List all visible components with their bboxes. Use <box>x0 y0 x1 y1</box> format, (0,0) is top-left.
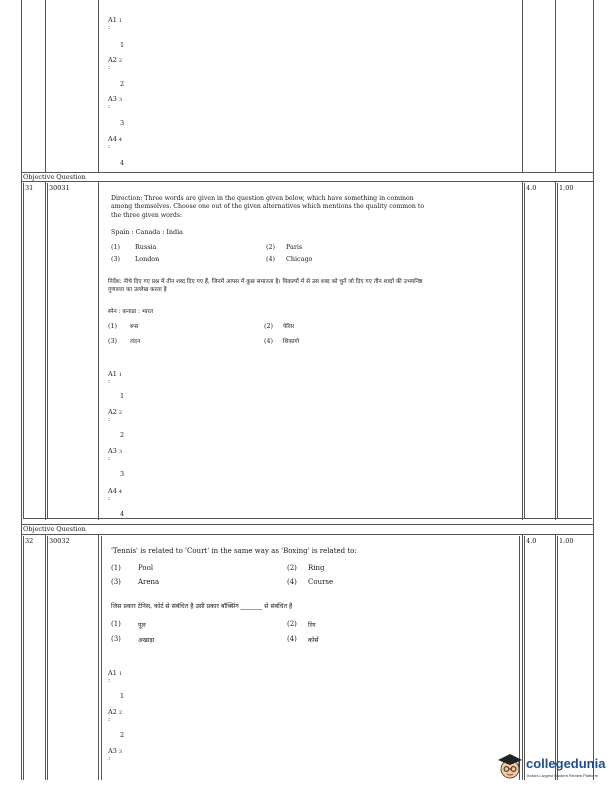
option-text: लंदन <box>130 339 141 345</box>
answer-text: 1 <box>120 41 125 49</box>
answer-text: 2 <box>120 731 125 739</box>
option-text: London <box>135 255 160 263</box>
question-id: 30032 <box>49 537 70 545</box>
option-text: रूस <box>130 324 139 330</box>
answer-option: A3 3 : <box>108 747 123 762</box>
option-text: अखाड़ा <box>138 637 155 644</box>
question-number: 32 <box>25 537 34 545</box>
answer-text: 3 <box>120 119 125 127</box>
option-text: पूल <box>138 622 146 629</box>
answer-option: A1 1 : <box>108 669 123 684</box>
section-label: Objective Question <box>23 525 86 533</box>
option-text: Pool <box>138 564 154 572</box>
answer-text: 2 <box>120 80 125 88</box>
answer-option: A3 3 : <box>108 95 123 110</box>
answer-option: A2 2 : <box>108 56 123 71</box>
section-label: Objective Question <box>23 173 86 181</box>
answer-option: A2 2 : <box>108 408 123 423</box>
question-words-hi: स्पेन : कनाडा : भारत <box>108 309 154 315</box>
marks: 4.0 <box>526 537 537 545</box>
answer-text: 4 <box>120 159 125 167</box>
question-number: 31 <box>25 184 34 192</box>
answer-text: 3 <box>120 470 125 478</box>
option-text: Course <box>308 578 334 586</box>
option-text: कोर्स <box>308 637 319 644</box>
graduate-mascot-icon <box>495 752 525 782</box>
answer-option: A4 4 : <box>108 487 123 502</box>
question-text-en: 'Tennis' is related to 'Court' in the same way as 'Boxing' is related to: <box>111 547 357 555</box>
question-id: 30031 <box>49 184 70 192</box>
question-text-hi: जिस प्रकार टेनिस, कोर्ट से संबंधित है उसी प्रकार बॉक्सिंग _______ से संबंधित है <box>111 603 293 610</box>
marks: 4.0 <box>526 184 537 192</box>
option-text: शिकागो <box>283 339 300 345</box>
option-text: Arena <box>138 578 160 586</box>
answer-option: A4 4 : <box>108 135 123 150</box>
answer-text: 1 <box>120 392 125 400</box>
option-text: Paris <box>286 243 303 251</box>
question-direction-hi: निर्देश: नीचे दिए गए प्रश्न में तीन शब्द दिए गए हैं, जिनमें आपस में कुछ समानता है। विकल्पों में से उस शब्द को चुनें जो दिए गए तीन शब्दों की उभयनिष्ठ गुणवत्ता का उल्लेख करता है <box>108 279 423 294</box>
answer-text: 1 <box>120 692 125 700</box>
negative-marks: 1.00 <box>559 184 574 192</box>
answer-option: A2 2 : <box>108 708 123 723</box>
option-text: Russia <box>135 243 157 251</box>
answer-option: A1 1 : <box>108 370 123 385</box>
answer-text: 2 <box>120 431 125 439</box>
brand-tagline: India's Largest Student Review Platform <box>527 773 599 778</box>
brand-logo[interactable] <box>495 750 607 784</box>
option-text: Ring <box>308 564 325 572</box>
option-text: Chicago <box>286 255 313 263</box>
negative-marks: 1.00 <box>559 537 574 545</box>
brand-name: collegedunia <box>526 756 606 771</box>
answer-text: 4 <box>120 510 125 518</box>
question-words-en: Spain : Canada : India <box>111 228 183 236</box>
option-text: रिंग <box>308 622 316 629</box>
answer-option: A1 1 : <box>108 16 123 31</box>
question-direction-en: Direction: Three words are given in the question given below, which have something in common among themselves. Choose one out of the given alternatives which mentions the quality common to the three given words: <box>111 195 425 219</box>
option-text: पेरिस <box>283 324 295 330</box>
answer-option: A3 3 : <box>108 447 123 462</box>
